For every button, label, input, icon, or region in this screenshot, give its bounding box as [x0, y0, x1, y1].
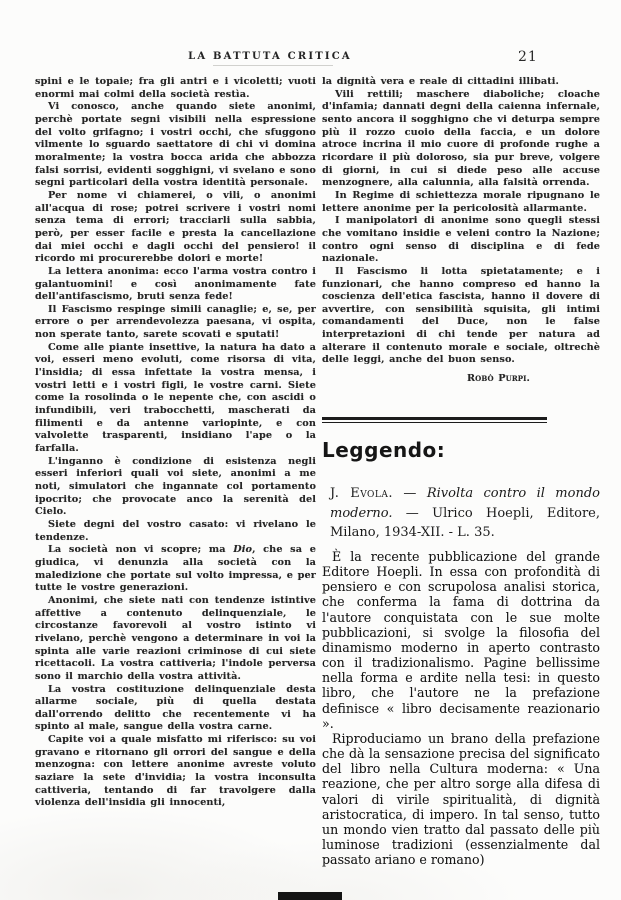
journal-title: LA BATTUTA CRITICA [188, 51, 352, 62]
paragraph: spini e le topaie; fra gli antri e i vicoletti; vuoti enormi mai colmi della società restìa. [35, 76, 316, 100]
paragraph: Il Fascismo li lotta spietatamente; e i funzionari, che hanno compreso ed hanno la coscienza dell'etica fascista, hanno il dovere di avvertire, con sensibilità squisita, gli intimi comandamenti del Duce, non le false interpretazioni di chi tende per natura ad alterare il contenuto morale e sociale, oltrechè delle leggi, anche del buon senso. [322, 265, 600, 366]
paragraph: Siete degni del vostro casato: vi rivelano le tendenze. [35, 518, 316, 543]
paragraph: la dignità vera e reale di cittadini illibati. [322, 76, 560, 87]
paragraph: L'inganno è condizione di esistenza negli esseri inferiori quali voi siete, anonimi a me noti, simulatori che ingannate col portamento ipocrito; che provocate anco la serenità del Cielo. [35, 455, 316, 518]
page-number: 21 [518, 49, 538, 65]
paragraph: È la recente pubblicazione del grande Editore Hoepli. In essa con profondità di pensiero e con scrupolosa analisi storica, che conferma la fama di dottrina da l'autore conquistata con le sue molte pubblicazioni, si svolge la filosofia del dinamismo moderno in aperto contrasto con il tradizionalismo. Pagine bellissime nella forma e ardite nella tesi: in questo libro, che l'autore ne la prefazione definisce « libro decisamente reazionario ». [322, 549, 600, 731]
header-rule [213, 65, 333, 66]
paragraph-text: , che sa e giudica, vi denunzia alla società con la maledizione che portate sul volto impressa, e per tutte le vostre generazioni. [35, 544, 316, 594]
italic-word: Dio [233, 544, 253, 556]
paragraph: Per nome vi chiamerei, o vili, o anonimi all'acqua di rose; potrei scrivere i vostri nomi senza tema di errori; tracciarli sulla sabbia, però, per esser facile e presta la cancellazione dai miei occhi e dagli occhi del pensiero! il ricordo mi procurerebbe dolori e morte! [35, 189, 316, 265]
left-column [35, 76, 316, 810]
author-signature: Robò Purpi. [467, 373, 530, 385]
paragraph: Capite voi a quale misfatto mi riferisco: su voi gravano e ritornano gli orrori del sangue e della menzogna: con lettere anonime avreste voluto saziare la sete d'invidia; la vostra inconsulta cattiveria, tentando di far travolgere dalla violenza dell'insidia gli innocenti, [35, 734, 316, 809]
paragraph: Riproduciamo un brano della prefazione che dà la sensazione precisa del significato del libro nella Cultura moderna: « Una reazione, che per altro sorge alla difesa di valori di virile spiritualità, di dignità aristocratica, di impero. In tal senso, tutto un mondo vien tratto dal passato delle più luminose tradizioni (essenzialmente dal passato ariano e romano) [322, 730, 600, 868]
paragraph: La vostra costituzione delinquenziale desta allarme sociale, più di quella destata dall'orrendo delitto che recentemente vi ha spinto al male, sangue della vostra carne. [35, 683, 316, 733]
citation-author: J. Evola. [330, 486, 394, 501]
section-heading: Leggendo: [322, 438, 446, 462]
paragraph: Vi conosco, anche quando siete anonimi, perchè portate segni visibili nella espressione del volto grifagno; i vostri occhi, che sfuggono vilmente lo sguardo saettatore di chi vi domina moralmente; la vostra bocca arida che abbozza falsi sorrisi, evidenti sogghigni, vi svelano e sono segni particolari della vostra identità personale. [35, 101, 316, 189]
paragraph: I manipolatori di anonime sono quegli stessi che vomitano insidie e veleni contro la Nazione; contro ogni senso di disciplina e di fede nazionale. [322, 215, 600, 265]
paragraph-text: La società non vi scopre; ma [48, 544, 234, 556]
citation-publisher: — Ulrico Hoepli, Editore, Milano, 1934-XII. - L. 35. [330, 505, 600, 540]
right-column [322, 76, 600, 386]
paragraph: Anonimi, che siete nati con tendenze istintive affettive a contenuto delinquenziale, le circostanze favorevoli al vostro istinto vi rivelano, perchè vengono a determinare in voi la spinta alle varie reazioni criminose di cui siete ricettacoli. La vostra cattiveria; l'indole perversa sono il marchio della vostra attività. [35, 594, 316, 682]
paragraph: Il Fascismo respinge simili canaglie; e, se, per errore o per arrendevolezza paesana, vi ospita, non sperate tanto, sarete scovati e sputati! [35, 303, 316, 341]
paragraph: Vili rettili; maschere diaboliche; cloache d'infamia; dannati degni della caienna infernale, sento ancora il sogghigno che vi deturpa sempre più il rozzo cuoio della faccia, e un dolore atroce incrina il mio cuore di profonde rughe a ricordare il più doloroso, sia pur breve, volgere di giorni, in cui si diede peso alle accuse menzognere, alla calunnia, alla falsità orrenda. [322, 88, 600, 189]
citation-dash: — [393, 486, 427, 501]
book-citation [330, 484, 600, 543]
section-divider-rule [322, 417, 547, 423]
paragraph: In Regime di schiettezza morale ripugnano le lettere anonime per la pericolosità allarmante. [322, 189, 600, 214]
paragraph: Come alle piante insettive, la natura ha dato a voi, esseri meno evoluti, come risorsa di vita, l'insidia; di essa infettate la vostra mensa, i vostri letti e i vostri figli, le vostre carni. Siete come la rosolinda o le nepente che, con ascidi o infundibili, veri trabocchetti, mascherati da filimenti e da antenne variopinte, e con valvolette trasparenti, insidiano l'ape o la farfalla. [35, 341, 316, 455]
citation-book-title: Rivolta contro il mondo moderno. [330, 486, 600, 521]
paragraph: La lettera anonima: ecco l'arma vostra contro i galantuomini! e così anonimamente fate dell'antifascismo, bruti senza fede! [35, 265, 316, 303]
ink-mark [278, 892, 342, 900]
review-text [322, 549, 600, 867]
paragraph [35, 544, 316, 595]
